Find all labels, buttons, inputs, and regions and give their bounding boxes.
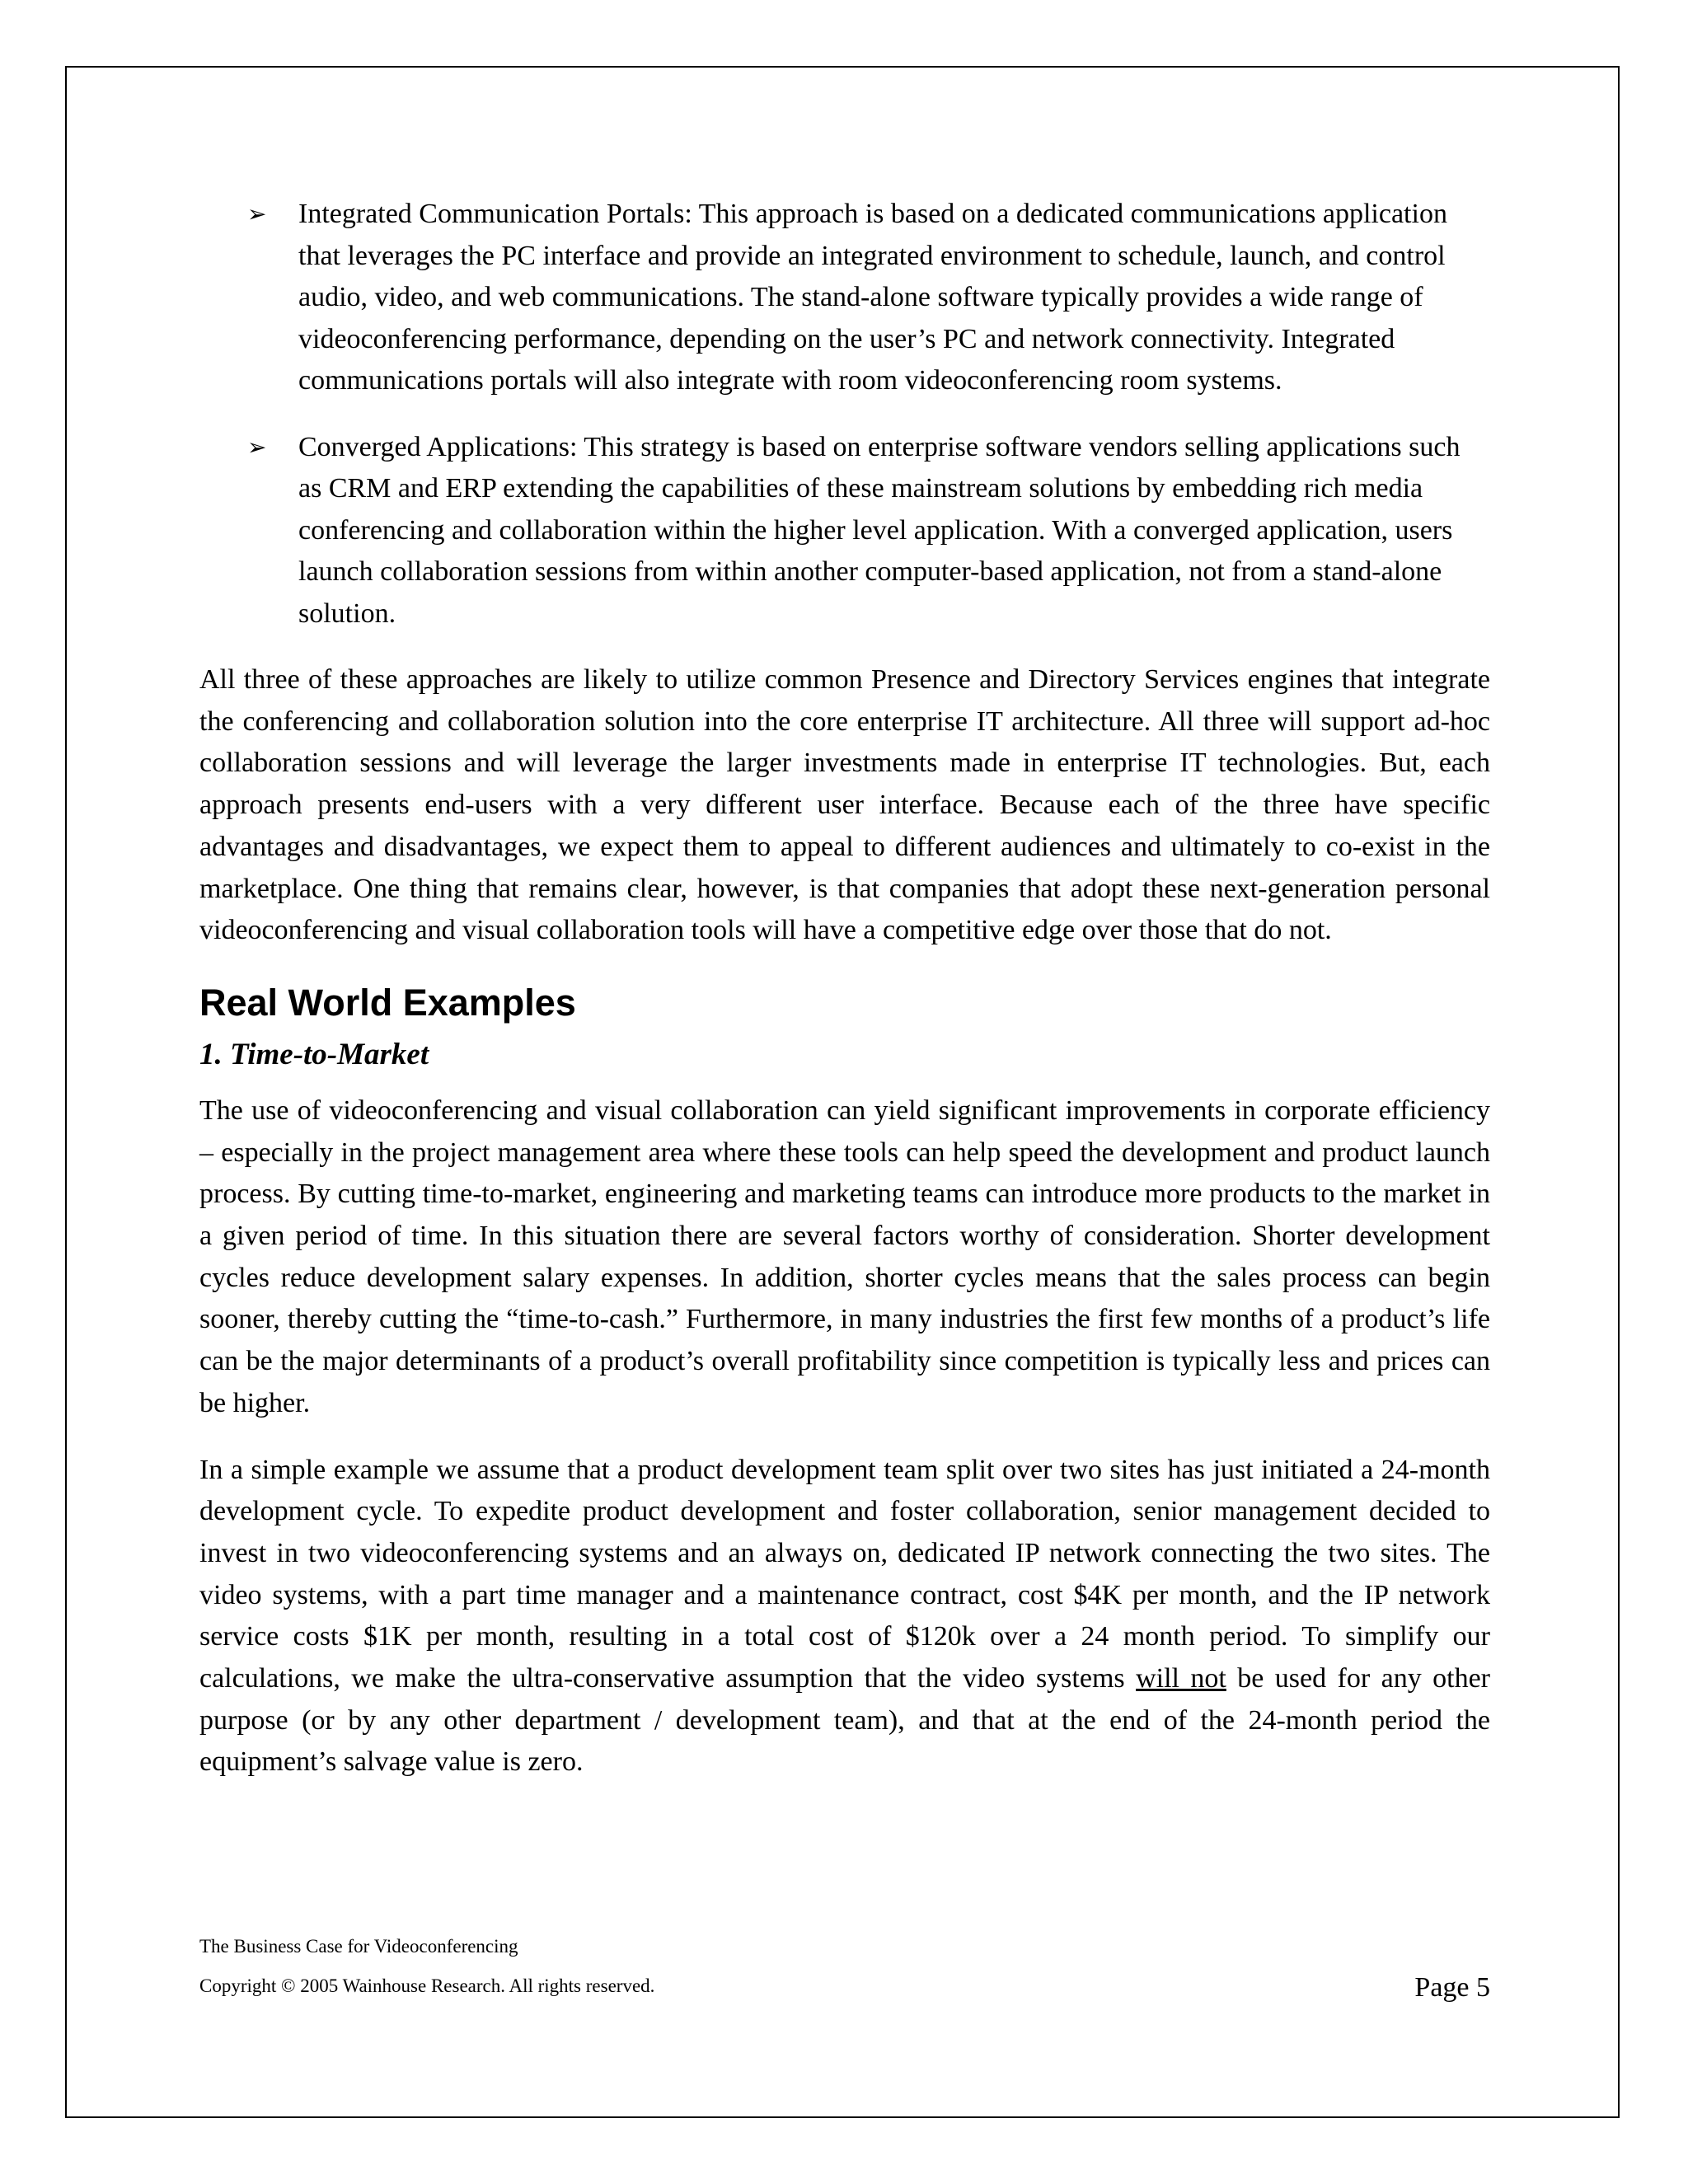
sub-heading: 1. Time-to-Market (199, 1037, 429, 1071)
paragraph-time-to-market: The use of videoconferencing and visual collaboration can yield significant improvements in corporate efficiency – especially in the project management area where these tools can help speed the development and product launch process. By cutting time-to-market, engineering and marketing teams can introduce more products to the market in a given period of time. In this situation there are several factors worthy of consideration. Shorter development cycles reduce development salary expenses. In addition, shorter cycles means that the sales process can begin sooner, thereby cutting the “time-to-cash.” Furthermore, in many industries the first few months of a product’s life can be the major determinants of a product’s overall profitability since competition is typically less and prices can be higher. (199, 1094, 1490, 1418)
footer-document-title: The Business Case for Videoconferencing (199, 1936, 518, 1957)
footer-copyright-row (199, 1972, 1490, 2003)
bullet-text: Integrated Communication Portals: This approach is based on a dedicated communications application that leverages the PC interface and provide an integrated environment to schedule, launch, and control audio, video, and web communications. The stand-alone software typically provides a wide range of videoconferencing performance, depending on the user’s PC and network connectivity. Integrated communications portals will also integrate with room videoconferencing room systems. (298, 199, 1447, 396)
underlined-phrase: will not (1136, 1663, 1226, 1694)
arrow-bullet-icon: ➢ (247, 200, 267, 227)
footer-copyright: Copyright © 2005 Wainhouse Research. All rights reserved. (199, 1975, 655, 1996)
bullet-integrated-communication-portals (247, 194, 1490, 402)
paragraph-example-part2: be used for any other purpose (or by any other department / development team), and that at the end of the 24-month period the equipment’s salvage value is zero. (199, 1663, 1490, 1778)
paragraph-example (199, 1450, 1490, 1784)
arrow-bullet-icon: ➢ (247, 433, 267, 461)
page-footer (199, 1933, 1490, 2003)
paragraph-approaches: All three of these approaches are likely to utilize common Presence and Directory Services engines that integrate the conferencing and collaboration solution into the core enterprise IT architecture. All three will support ad-hoc collaboration sessions and will leverage the larger investments made in enterprise IT technologies. But, each approach presents end-users with a very different user interface. Because each of the three have specific advantages and disadvantages, we expect them to appeal to different audiences and ultimately to co-exist in the marketplace. One thing that remains clear, however, is that companies that adopt these next-generation personal videoconferencing and visual collaboration tools will have a competitive edge over those that do not. (199, 664, 1490, 946)
paragraph-example-part1: In a simple example we assume that a product development team split over two sites has just initiated a 24-month development cycle. To expedite product development and foster collaboration, senior management decided to invest in two videoconferencing systems and an always on, dedicated IP network connecting the two sites. The video systems, with a part time manager and a maintenance contract, cost $4K per month, and the IP network service costs $1K per month, resulting in a total cost of $120k over a 24 month period. To simplify our calculations, we make the ultra-conservative assumption that the video systems (199, 1454, 1490, 1694)
document-body (199, 194, 1490, 1808)
bullet-text: Converged Applications: This strategy is based on enterprise software vendors selling applications such as CRM and ERP extending the capabilities of these mainstream solutions by embedding rich media conferencing and collaboration within the higher level application. With a converged application, users launch collaboration sessions from within another computer-based application, not from a stand-alone solution. (298, 431, 1461, 629)
bullet-converged-applications (247, 427, 1490, 635)
section-heading: Real World Examples (199, 981, 576, 1024)
page-number: Page 5 (1414, 1972, 1490, 2003)
